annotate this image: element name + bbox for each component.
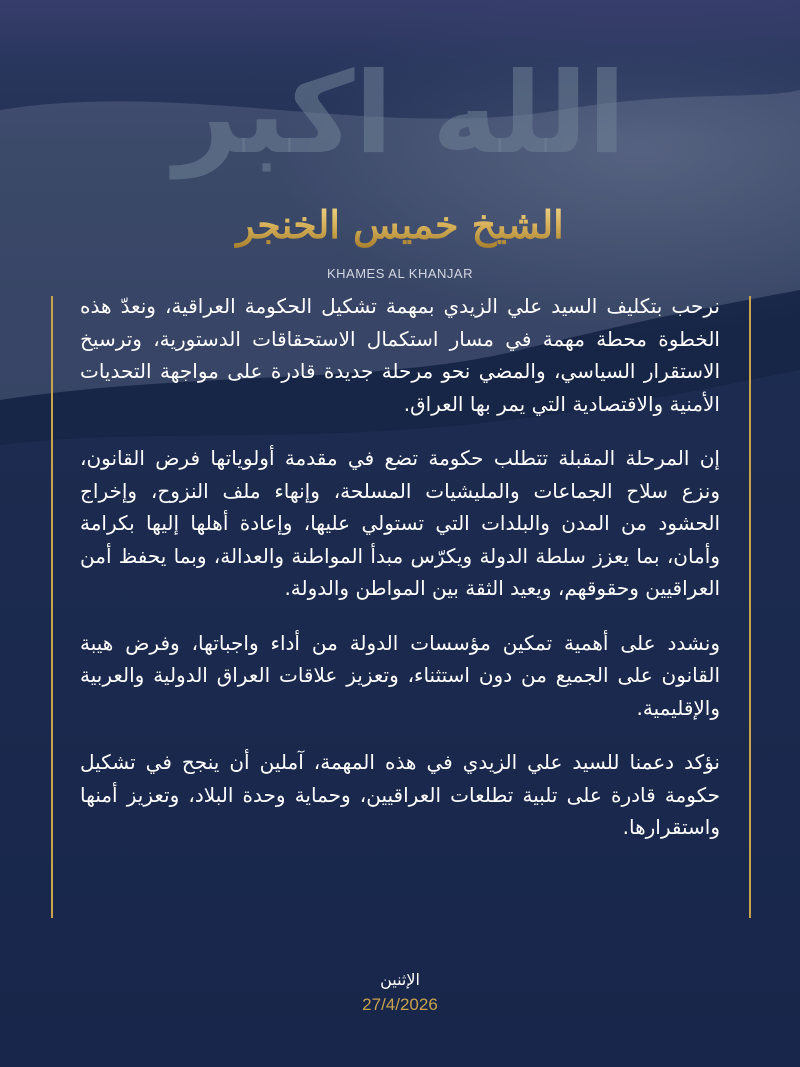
takbir-calligraphy (0, 30, 800, 200)
logo-text: الشيخ خميس الخنجر (236, 202, 564, 247)
paragraph-1: نرحب بتكليف السيد علي الزيدي بمهمة تشكيل الحكومة العراقية، ونعدّ هذه الخطوة محطة مهمة في مسار استكمال الاستحقاقات الدستورية، وترسيخ الاستقرار السياسي، والمضي نحو مرحلة جديدة قادرة على مواجهة التحديات الأمنية والاقتصادية التي يمر بها العراق. (80, 294, 720, 416)
header (0, 30, 800, 281)
statement-body (80, 290, 720, 866)
day-label: الإثنين (380, 970, 420, 989)
takbir-text: الله اكبر (174, 49, 626, 179)
date-label: 27/4/2026 (362, 995, 438, 1014)
paragraph-2: إن المرحلة المقبلة تتطلب حكومة تضع في مقدمة أولوياتها فرض القانون، ونزع سلاح الجماعات والمليشيات المسلحة، وإنهاء ملف النزوح، وإخراج الحشود من المدن والبلدات التي تستولي عليها، وإعادة أهلها إليها بكرامة وأمان، بما يعزز سلطة الدولة ويكرّس مبدأ المواطنة والعدالة، وبما يحفظ أمن العراقيين وحقوقهم، ويعيد الثقة بين المواطن والدولة. (80, 446, 720, 600)
footer (0, 970, 800, 1015)
brand-name: KHAMES AL KHANJAR (326, 266, 473, 281)
logo (0, 190, 800, 260)
paragraph-4: نؤكد دعمنا للسيد علي الزيدي في هذه المهمة، آملين أن ينجح في تشكيل حكومة قادرة على تلبية تطلعات العراقيين، وحماية وحدة البلاد، وتعزيز أمنها واستقرارها. (80, 750, 720, 839)
right-gold-border (749, 296, 751, 918)
paragraph-3: ونشدد على أهمية تمكين مؤسسات الدولة من أداء واجباتها، وفرض هيبة القانون على الجميع من دون استثناء، وتعزيز علاقات العراق الدولية والعربية والإقليمية. (80, 630, 720, 720)
left-gold-border (51, 296, 53, 918)
logo-calligraphy (220, 190, 580, 260)
